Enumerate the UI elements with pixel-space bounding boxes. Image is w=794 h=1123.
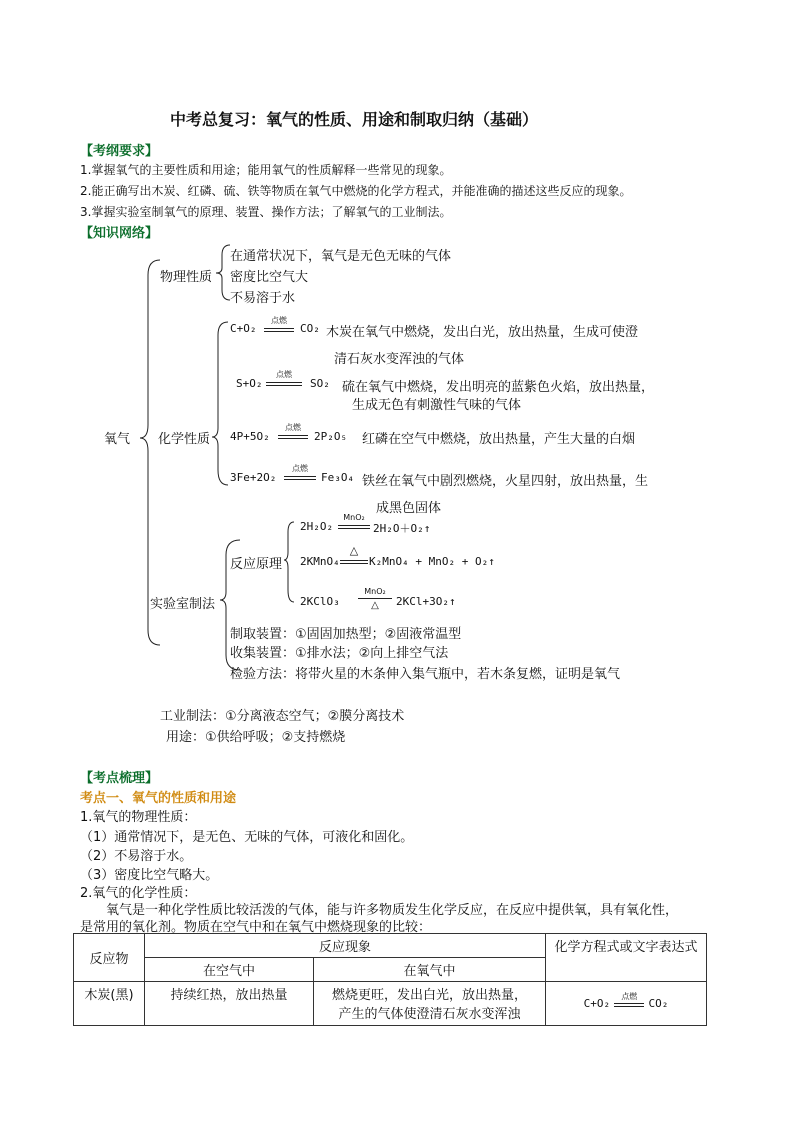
cell-oxygen — [314, 982, 546, 1026]
equation-condition: △ — [349, 544, 359, 557]
chemical-label: 化学性质 — [158, 432, 211, 447]
equation-lhs: C+O₂ — [230, 322, 257, 335]
equation-arrow — [264, 331, 294, 332]
equation-arrow — [340, 560, 368, 561]
reaction-description: 成黑色固体 — [376, 501, 442, 516]
equation-lhs: S+O₂ — [236, 377, 263, 390]
equation-condition: MnO₂ — [343, 513, 365, 522]
equation-condition: 点燃 — [271, 316, 287, 325]
kaogang-item: 3.掌握实验室制氧气的原理、装置、操作方法；了解氧气的工业制法。 — [80, 205, 452, 219]
physical-item: 不易溶于水 — [230, 291, 296, 306]
comparison-table — [73, 933, 707, 1026]
equation-arrow — [264, 328, 294, 329]
lab-check: 检验方法：将带火星的木条伸入集气瓶中，若木条复燃，证明是氧气 — [230, 667, 621, 682]
table-row — [74, 982, 707, 1026]
header-in-air: 在空气中 — [145, 958, 314, 982]
body-line: （2）不易溶于水。 — [80, 849, 193, 864]
equation-rhs: 2P₂O₅ — [314, 430, 348, 443]
body-paragraph: 是常用的氧化剂。物质在空气中和在氧气中燃烧现象的比较： — [80, 920, 432, 935]
equation-rhs: K₂MnO₄ + MnO₂ + O₂↑ — [369, 555, 495, 568]
physical-item: 在通常状况下，氧气是无色无味的气体 — [230, 249, 452, 264]
cell-oxygen-line: 产生的气体使澄清石灰水变浑浊 — [338, 1007, 521, 1022]
body-line: 1.氧气的物理性质： — [80, 810, 197, 825]
equation-arrow — [358, 598, 392, 599]
equation-arrow — [278, 438, 308, 439]
equation-arrow — [284, 476, 316, 477]
point-heading: 考点一、氧气的性质和用途 — [80, 791, 237, 806]
lab-label: 实验室制法 — [150, 597, 216, 612]
equation-lhs: C+O₂ — [583, 997, 611, 1010]
section-heading-kaodian: 【考点梳理】 — [80, 771, 159, 786]
equation-rhs: CO₂ — [648, 997, 669, 1010]
equation-arrow — [284, 479, 316, 480]
header-equation: 化学方程式或文字表达式 — [546, 934, 707, 982]
body-line: （1）通常情况下，是无色、无味的气体，可液化和固化。 — [80, 830, 414, 845]
kaogang-item: 2.能正确写出木炭、红磷、硫、铁等物质在氧气中燃烧的化学方程式，并能准确的描述这些反应的现象。 — [80, 184, 632, 198]
reaction-description: 铁丝在氧气中剧烈燃烧，火星四射，放出热量，生 — [362, 474, 649, 489]
cell-air: 持续红热，放出热量 — [145, 982, 314, 1026]
page-title: 中考总复习：氧气的性质、用途和制取归纳（基础） — [170, 110, 539, 129]
equation-rhs: CO₂ — [300, 322, 320, 335]
equation-arrow — [266, 385, 302, 386]
equation-condition: 点燃 — [621, 991, 638, 1001]
body-line: （3）密度比空气略大。 — [80, 868, 219, 883]
body-line: 2.氧气的化学性质： — [80, 886, 197, 901]
equation-lhs: 4P+5O₂ — [230, 430, 270, 443]
industry-method: 工业制法：①分离液态空气；②膜分离技术 — [160, 709, 405, 724]
reaction-description: 木炭在氧气中燃烧，发出白光，放出热量，生成可使澄 — [326, 325, 639, 340]
equation-condition: MnO₂ — [364, 587, 386, 596]
principle-label: 反应原理 — [230, 557, 283, 572]
network-root: 氧气 — [104, 432, 131, 447]
lab-device: 制取装置：①固固加热型；②固液常温型 — [230, 627, 462, 642]
equation-arrow — [340, 563, 368, 564]
section-heading-network: 【知识网络】 — [80, 226, 159, 241]
physical-item: 密度比空气大 — [230, 270, 309, 285]
equation-rhs: 2H₂O＋O₂↑ — [373, 522, 431, 535]
reaction-description: 硫在氧气中燃烧，发出明亮的蓝紫色火焰，放出热量， — [342, 380, 655, 395]
physical-label: 物理性质 — [160, 270, 213, 285]
equation-lhs: 2KMnO₄ — [300, 555, 340, 568]
kaogang-item: 1.掌握氧气的主要性质和用途；能用氧气的性质解释一些常见的现象。 — [80, 163, 452, 177]
usage: 用途：①供给呼吸；②支持燃烧 — [166, 730, 346, 745]
reaction-description: 清石灰水变浑浊的气体 — [334, 352, 465, 367]
header-in-oxygen: 在氧气中 — [314, 958, 546, 982]
cell-equation — [546, 982, 707, 1026]
equation-rhs: SO₂ — [310, 377, 330, 390]
equation-rhs: 2KCl+3O₂↑ — [396, 595, 456, 608]
equation-arrow — [266, 382, 302, 383]
header-phenomenon: 反应现象 — [145, 934, 546, 958]
equation-arrow — [614, 991, 644, 1011]
equation-condition: 点燃 — [285, 423, 301, 432]
equation-lhs: 2KClO₃ — [300, 595, 340, 608]
equation-lhs: 3Fe+2O₂ — [230, 471, 277, 484]
equation-condition: 点燃 — [276, 370, 292, 379]
section-heading-kaogang: 【考纲要求】 — [80, 144, 159, 159]
reaction-description: 红磷在空气中燃烧，放出热量，产生大量的白烟 — [362, 432, 636, 447]
body-paragraph: 氧气是一种化学性质比较活泼的气体，能与许多物质发生化学反应，在反应中提供氧，具有氧化性， — [106, 903, 679, 918]
equation-rhs: Fe₃O₄ — [321, 471, 355, 484]
cell-oxygen-line: 燃烧更旺，发出白光，放出热量， — [331, 988, 527, 1003]
reaction-description: 生成无色有刺激性气味的气体 — [352, 398, 522, 413]
equation-arrow — [278, 435, 308, 436]
equation-arrow — [338, 528, 370, 529]
equation-condition: 点燃 — [292, 464, 308, 473]
header-substance: 反应物 — [74, 934, 145, 982]
equation-condition: △ — [371, 600, 379, 611]
lab-collect: 收集装置：①排水法；②向上排空气法 — [230, 646, 449, 661]
cell-substance: 木炭(黑) — [74, 982, 145, 1026]
equation-lhs: 2H₂O₂ — [300, 520, 334, 533]
equation-arrow — [338, 525, 370, 526]
